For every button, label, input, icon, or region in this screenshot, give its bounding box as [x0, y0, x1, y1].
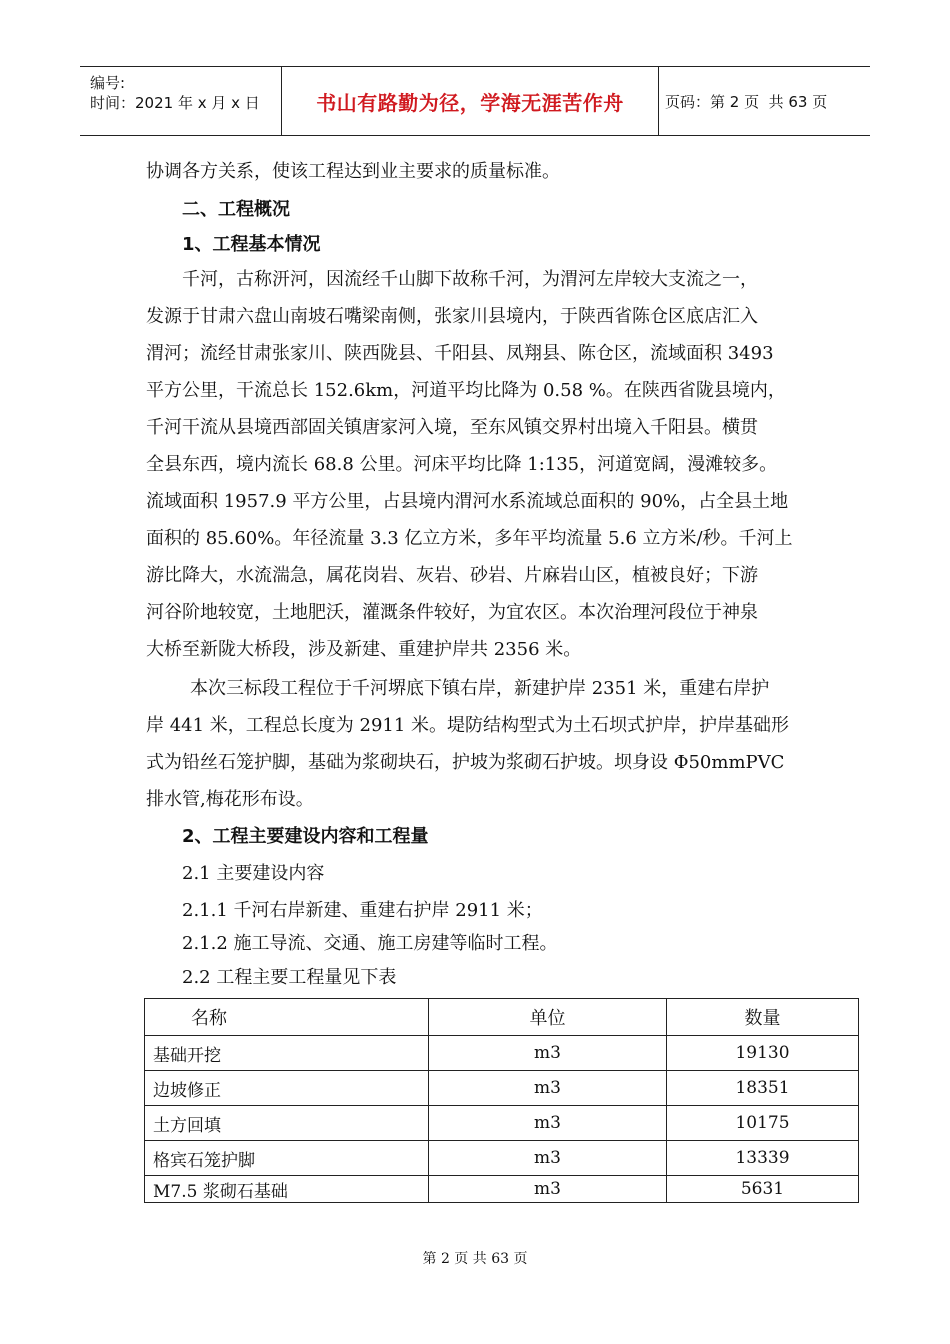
cell-name: 边坡修正 [145, 1071, 429, 1106]
cell-quantity: 19130 [667, 1036, 859, 1071]
paragraph-line: 大桥至新陇大桥段，涉及新建、重建护岸共 2356 米。 [146, 639, 582, 660]
paragraph-line: 河谷阶地较宽，土地肥沃，灌溉条件较好，为宜农区。本次治理河段位于神泉 [146, 602, 758, 623]
header-meta [80, 67, 282, 135]
paragraph-line: 游比降大，水流湍急，属花岗岩、灰岩、砂岩、片麻岩山区，植被良好；下游 [146, 565, 758, 586]
page-label: 页码：第 2 页 共 63 页 [665, 92, 828, 111]
paragraph-line: 排水管,梅花形布设。 [146, 789, 314, 810]
table-row [145, 1071, 859, 1106]
subsection-item: 2.1 主要建设内容 [182, 863, 325, 884]
cell-name: 基础开挖 [145, 1036, 429, 1071]
column-header-unit: 单位 [429, 999, 667, 1036]
table-row [145, 1141, 859, 1176]
table-row [145, 1176, 859, 1203]
subsection-item: 2.1.1 千河右岸新建、重建右护岸 2911 米； [182, 900, 543, 921]
cell-quantity: 10175 [667, 1106, 859, 1141]
header-page-info [659, 67, 870, 135]
paragraph-line: 本次三标段工程位于千河堺底下镇右岸，新建护岸 2351 米，重建右岸护 [190, 678, 770, 699]
cell-unit: m3 [429, 1071, 667, 1106]
quantities-table [144, 998, 859, 1203]
paragraph-line: 发源于甘肃六盘山南坡石嘴梁南侧，张家川县境内，于陕西省陈仓区底店汇入 [146, 306, 758, 327]
cell-unit: m3 [429, 1141, 667, 1176]
cell-quantity: 18351 [667, 1071, 859, 1106]
paragraph-line: 千河，古称汧河，因流经千山脚下故称千河，为渭河左岸较大支流之一， [182, 269, 758, 290]
cell-name: M7.5 浆砌石基础 [145, 1176, 429, 1203]
subsection-heading: 1、工程基本情况 [182, 234, 321, 255]
paragraph-line: 渭河；流经甘肃张家川、陕西陇县、千阳县、凤翔县、陈仓区，流域面积 3493 [146, 343, 774, 364]
table-row [145, 1036, 859, 1071]
paragraph-line: 流域面积 1957.9 平方公里，占县境内渭河水系流域总面积的 90%，占全县土地 [146, 491, 789, 512]
paragraph-line: 全县东西，境内流长 68.8 公里。河床平均比降 1:135，河道宽阔，漫滩较多。 [146, 454, 778, 475]
paragraph-line: 平方公里，干流总长 152.6km，河道平均比降为 0.58 %。在陕西省陇县境内， [146, 380, 786, 401]
section-heading: 二、工程概况 [182, 199, 290, 220]
column-header-name: 名称 [145, 999, 429, 1036]
number-label: 编号: [90, 74, 126, 92]
cell-unit: m3 [429, 1036, 667, 1071]
subsection-item: 2.1.2 施工导流、交通、施工房建等临时工程。 [182, 933, 558, 954]
page-header [80, 66, 870, 136]
paragraph-line: 式为铅丝石笼护脚，基础为浆砌块石，护坡为浆砌石护坡。坝身设 Φ50mmPVC [146, 752, 785, 773]
cell-quantity: 5631 [667, 1176, 859, 1203]
table-caption: 2.2 工程主要工程量见下表 [182, 967, 397, 988]
time-label: 时间：2021 年 x 月 x 日 [90, 94, 260, 112]
paragraph-line: 岸 441 米，工程总长度为 2911 米。堤防结构型式为土石坝式护岸，护岸基础形 [146, 715, 790, 736]
table-row [145, 1106, 859, 1141]
paragraph-line: 千河干流从县境西部固关镇唐家河入境，至东风镇交界村出境入千阳县。横贯 [146, 417, 758, 438]
paragraph-line: 面积的 85.60%。年径流量 3.3 亿立方米，多年平均流量 5.6 立方米/秒。千河上 [146, 528, 793, 549]
header-motto: 书山有路勤为径，学海无涯苦作舟 [282, 67, 659, 135]
cell-name: 格宾石笼护脚 [145, 1141, 429, 1176]
column-header-quantity: 数量 [667, 999, 859, 1036]
cell-quantity: 13339 [667, 1141, 859, 1176]
table-header-row [145, 999, 859, 1036]
cell-name: 土方回填 [145, 1106, 429, 1141]
subsection-heading: 2、工程主要建设内容和工程量 [182, 826, 429, 847]
cell-unit: m3 [429, 1106, 667, 1141]
page-footer: 第 2 页 共 63 页 [422, 1251, 528, 1267]
paragraph-intro: 协调各方关系，使该工程达到业主要求的质量标准。 [146, 161, 560, 182]
cell-unit: m3 [429, 1176, 667, 1203]
